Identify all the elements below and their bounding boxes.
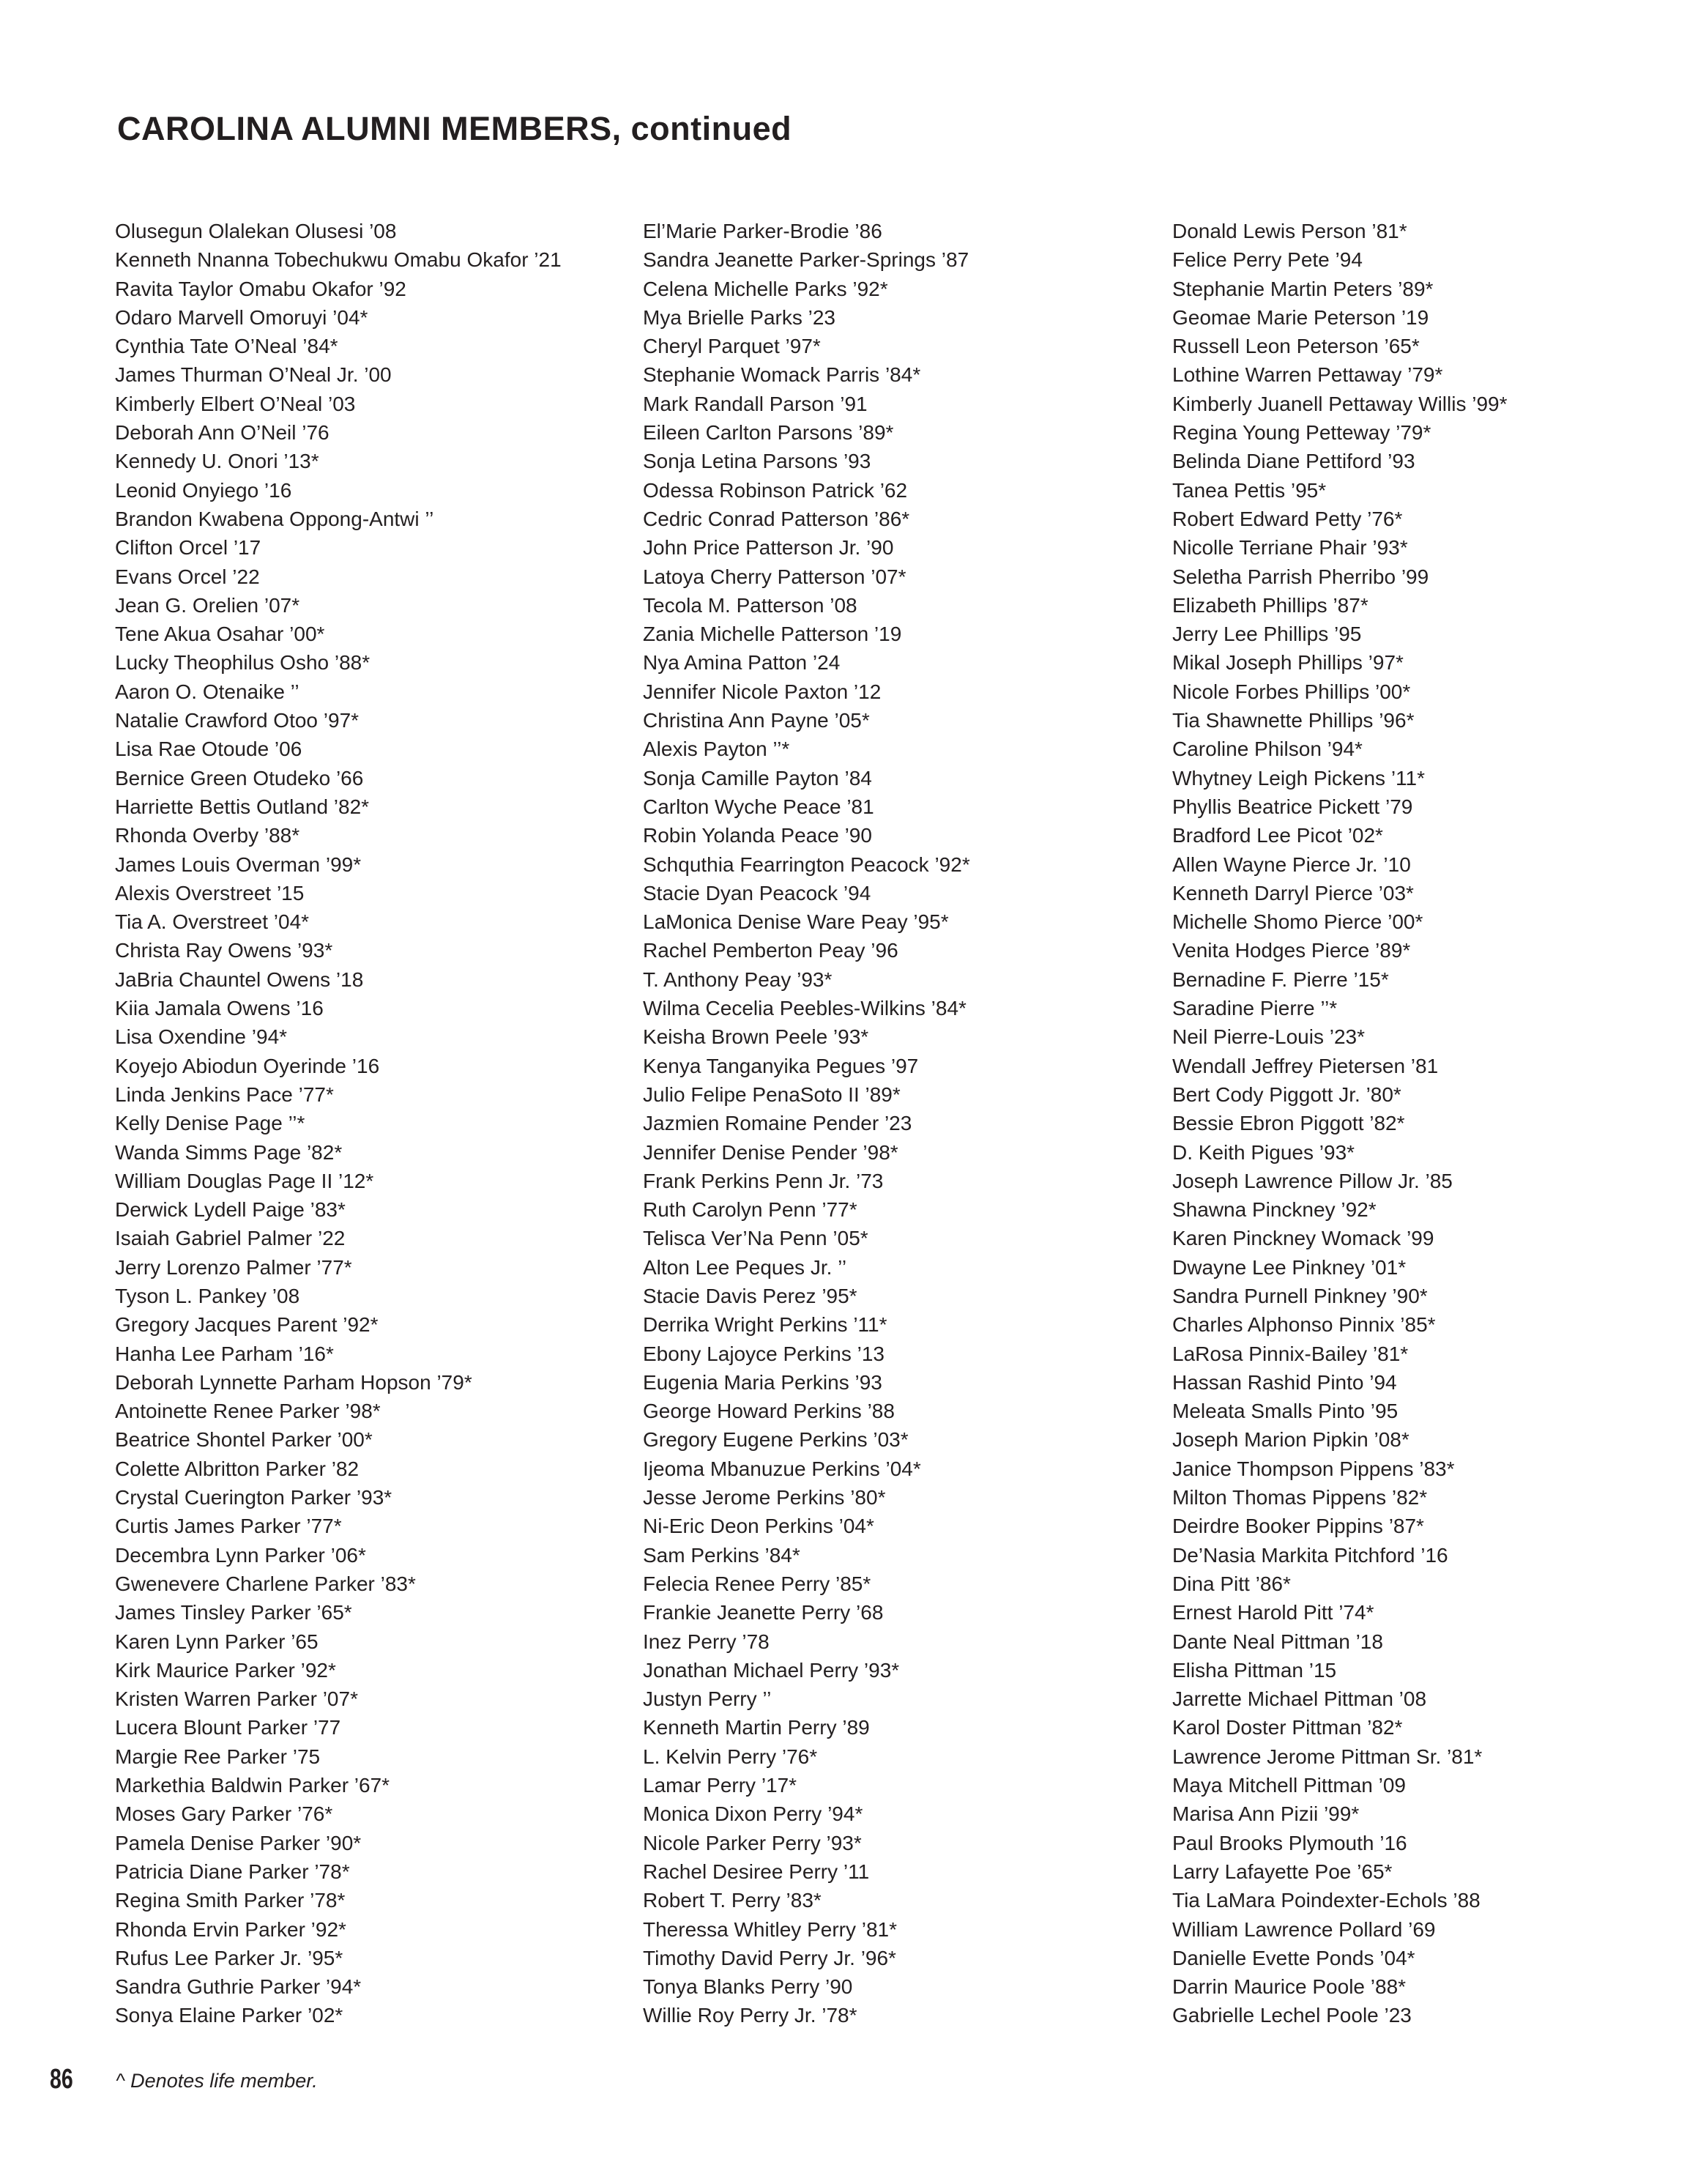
member-name: Pamela Denise Parker ’90* — [115, 1831, 362, 1854]
member-name: Phyllis Beatrice Pickett ’79 — [1172, 795, 1413, 818]
member-name: Celena Michelle Parks ’92* — [643, 277, 888, 300]
member-name: Wilma Cecelia Peebles-Wilkins ’84* — [643, 997, 967, 1020]
member-name: Larry Lafayette Poe ’65* — [1172, 1860, 1393, 1883]
member-name: Hassan Rashid Pinto ’94 — [1172, 1370, 1397, 1394]
member-name: Jerry Lorenzo Palmer ’77* — [115, 1255, 352, 1279]
member-name: James Thurman O’Neal Jr. ’00 — [115, 363, 392, 387]
member-name: Curtis James Parker ’77* — [115, 1515, 342, 1538]
member-name: Sandra Jeanette Parker-Springs ’87 — [643, 248, 969, 272]
member-name: Frankie Jeanette Perry ’68 — [643, 1601, 884, 1624]
member-name: Tecola M. Patterson ’08 — [643, 593, 857, 617]
member-name: Markethia Baldwin Parker ’67* — [115, 1774, 390, 1797]
member-name: Deborah Ann O’Neil ’76 — [115, 421, 329, 445]
member-name: Ijeoma Mbanuzue Perkins ’04* — [643, 1457, 921, 1480]
member-name: Wendall Jeffrey Pietersen ’81 — [1172, 1054, 1439, 1077]
member-name: Paul Brooks Plymouth ’16 — [1172, 1831, 1407, 1854]
member-name: Christina Ann Payne ’05* — [643, 709, 870, 732]
member-name: Deborah Lynnette Parham Hopson ’79* — [115, 1370, 472, 1394]
member-name: Janice Thompson Pippens ’83* — [1172, 1457, 1455, 1480]
member-name: Nicolle Terriane Phair ’93* — [1172, 536, 1408, 560]
member-name: De’Nasia Markita Pitchford ’16 — [1172, 1543, 1448, 1567]
member-name: Kiia Jamala Owens ’16 — [115, 997, 324, 1020]
member-name: Tia LaMara Poindexter-Echols ’88 — [1172, 1889, 1481, 1912]
member-name: Kirk Maurice Parker ’92* — [115, 1658, 336, 1682]
member-name: Aaron O. Otenaike ’’ — [115, 680, 299, 703]
member-name: Maya Mitchell Pittman ’09 — [1172, 1774, 1407, 1797]
member-name: Karol Doster Pittman ’82* — [1172, 1716, 1403, 1739]
member-name: Nya Amina Patton ’24 — [643, 651, 841, 675]
member-name: Bernadine F. Pierre ’15* — [1172, 967, 1389, 991]
member-name: Robin Yolanda Peace ’90 — [643, 824, 872, 847]
member-name: Sonja Camille Payton ’84 — [643, 766, 872, 790]
member-name: Felice Perry Pete ’94 — [1172, 248, 1363, 272]
member-name: Milton Thomas Pippens ’82* — [1172, 1486, 1428, 1509]
member-name: LaMonica Denise Ware Peay ’95* — [643, 910, 949, 934]
member-name: Hanha Lee Parham ’16* — [115, 1342, 334, 1365]
member-name: D. Keith Pigues ’93* — [1172, 1140, 1355, 1164]
member-name: Eugenia Maria Perkins ’93 — [643, 1370, 882, 1394]
member-name: Odaro Marvell Omoruyi ’04* — [115, 305, 368, 329]
member-name: Ernest Harold Pitt ’74* — [1172, 1601, 1374, 1624]
member-name: Venita Hodges Pierce ’89* — [1172, 939, 1411, 962]
member-name: Beatrice Shontel Parker ’00* — [115, 1428, 373, 1452]
member-name: Harriette Bettis Outland ’82* — [115, 795, 370, 818]
member-name: Alexis Overstreet ’15 — [115, 881, 305, 905]
member-name: Jean G. Orelien ’07* — [115, 593, 300, 617]
member-name: Belinda Diane Pettiford ’93 — [1172, 450, 1415, 473]
member-name: Jerry Lee Phillips ’95 — [1172, 623, 1362, 646]
member-name: Cheryl Parquet ’97* — [643, 335, 821, 358]
member-name: Darrin Maurice Poole ’88* — [1172, 1975, 1407, 1999]
member-column-1 — [115, 217, 562, 2030]
member-name: Lawrence Jerome Pittman Sr. ’81* — [1172, 1745, 1483, 1768]
member-name: Nicole Forbes Phillips ’00* — [1172, 680, 1411, 703]
member-name: Ruth Carolyn Penn ’77* — [643, 1198, 857, 1222]
member-name: Zania Michelle Patterson ’19 — [643, 623, 902, 646]
member-name: Dwayne Lee Pinkney ’01* — [1172, 1255, 1407, 1279]
member-name: William Lawrence Pollard ’69 — [1172, 1917, 1436, 1941]
member-name: Decembra Lynn Parker ’06* — [115, 1543, 366, 1567]
member-name: Kristen Warren Parker ’07* — [115, 1687, 358, 1711]
member-name: Bessie Ebron Piggott ’82* — [1172, 1112, 1405, 1135]
member-name: James Louis Overman ’99* — [115, 853, 362, 876]
member-name: Gregory Jacques Parent ’92* — [115, 1313, 379, 1337]
member-name: Ni-Eric Deon Perkins ’04* — [643, 1515, 874, 1538]
member-name: Theressa Whitley Perry ’81* — [643, 1917, 898, 1941]
member-name: Joseph Marion Pipkin ’08* — [1172, 1428, 1409, 1452]
member-name: Leonid Onyiego ’16 — [115, 478, 292, 502]
page-title: CAROLINA ALUMNI MEMBERS, continued — [117, 110, 792, 147]
member-name: Robert Edward Petty ’76* — [1172, 507, 1403, 530]
member-name: Jennifer Denise Pender ’98* — [643, 1140, 898, 1164]
member-name: Lothine Warren Pettaway ’79* — [1172, 363, 1443, 387]
member-name: James Tinsley Parker ’65* — [115, 1601, 352, 1624]
member-name: Shawna Pinckney ’92* — [1172, 1198, 1377, 1222]
member-name: Stephanie Womack Parris ’84* — [643, 363, 921, 387]
member-name: Stacie Davis Perez ’95* — [643, 1284, 857, 1307]
member-name: Kenya Tanganyika Pegues ’97 — [643, 1054, 919, 1077]
member-name: Regina Young Petteway ’79* — [1172, 421, 1431, 445]
member-name: Frank Perkins Penn Jr. ’73 — [643, 1169, 884, 1192]
member-name: Evans Orcel ’22 — [115, 565, 260, 588]
page-number: 86 — [50, 2064, 73, 2095]
member-name: Telisca Ver’Na Penn ’05* — [643, 1227, 868, 1250]
member-name: Isaiah Gabriel Palmer ’22 — [115, 1227, 346, 1250]
member-name: Dina Pitt ’86* — [1172, 1572, 1291, 1595]
member-name: Caroline Philson ’94* — [1172, 738, 1363, 761]
member-name: Sandra Purnell Pinkney ’90* — [1172, 1284, 1428, 1307]
member-name: Joseph Lawrence Pillow Jr. ’85 — [1172, 1169, 1453, 1192]
member-name: Kennedy U. Onori ’13* — [115, 450, 319, 473]
member-name: Kelly Denise Page ’’* — [115, 1112, 305, 1135]
member-name: William Douglas Page II ’12* — [115, 1169, 374, 1192]
member-name: Felecia Renee Perry ’85* — [643, 1572, 871, 1595]
member-name: El’Marie Parker-Brodie ’86 — [643, 220, 882, 242]
member-name: Keisha Brown Peele ’93* — [643, 1025, 869, 1049]
member-name: Kenneth Nnanna Tobechukwu Omabu Okafor ’21 — [115, 248, 562, 272]
member-name: Jesse Jerome Perkins ’80* — [643, 1486, 886, 1509]
member-name: Jennifer Nicole Paxton ’12 — [643, 680, 882, 703]
member-name: Saradine Pierre ’’* — [1172, 997, 1338, 1020]
member-name: Bert Cody Piggott Jr. ’80* — [1172, 1082, 1401, 1106]
member-name: Odessa Robinson Patrick ’62 — [643, 478, 908, 502]
member-name: JaBria Chauntel Owens ’18 — [115, 967, 364, 991]
member-name: Sandra Guthrie Parker ’94* — [115, 1975, 362, 1999]
member-name: Rhonda Ervin Parker ’92* — [115, 1917, 346, 1941]
member-name: Deirdre Booker Pippins ’87* — [1172, 1515, 1424, 1538]
member-name: Cedric Conrad Patterson ’86* — [643, 507, 910, 530]
member-name: Gabrielle Lechel Poole ’23 — [1172, 2004, 1412, 2027]
member-name: Willie Roy Perry Jr. ’78* — [643, 2004, 857, 2027]
member-name: Lisa Oxendine ’94* — [115, 1025, 288, 1049]
member-name: Schquthia Fearrington Peacock ’92* — [643, 853, 970, 876]
member-name: Mya Brielle Parks ’23 — [643, 305, 835, 329]
member-name: Timothy David Perry Jr. ’96* — [643, 1946, 896, 1969]
member-name: Mikal Joseph Phillips ’97* — [1172, 651, 1404, 675]
member-name: Eileen Carlton Parsons ’89* — [643, 421, 894, 445]
member-name: Patricia Diane Parker ’78* — [115, 1860, 350, 1883]
member-name: Stacie Dyan Peacock ’94 — [643, 881, 871, 905]
member-name: Geomae Marie Peterson ’19 — [1172, 305, 1429, 329]
member-name: Charles Alphonso Pinnix ’85* — [1172, 1313, 1436, 1337]
member-name: Lisa Rae Otoude ’06 — [115, 738, 302, 761]
member-name: Whytney Leigh Pickens ’11* — [1172, 766, 1425, 790]
member-name: Monica Dixon Perry ’94* — [643, 1802, 863, 1826]
member-name: Rhonda Overby ’88* — [115, 824, 300, 847]
member-name: Julio Felipe PenaSoto II ’89* — [643, 1082, 901, 1106]
member-name: Robert T. Perry ’83* — [643, 1889, 822, 1912]
member-name: Karen Lynn Parker ’65 — [115, 1630, 319, 1653]
member-name: Kenneth Martin Perry ’89 — [643, 1716, 870, 1739]
member-name: Tia A. Overstreet ’04* — [115, 910, 310, 934]
member-name: T. Anthony Peay ’93* — [643, 967, 833, 991]
member-name: Russell Leon Peterson ’65* — [1172, 335, 1420, 358]
member-name: Justyn Perry ’’ — [643, 1687, 772, 1711]
member-name: Olusegun Olalekan Olusesi ’08 — [115, 220, 397, 242]
member-name: Antoinette Renee Parker ’98* — [115, 1400, 381, 1423]
member-name: Derwick Lydell Paige ’83* — [115, 1198, 346, 1222]
member-name: Alton Lee Peques Jr. ’’ — [643, 1255, 847, 1279]
member-name: Tyson L. Pankey ’08 — [115, 1284, 300, 1307]
member-name: Elizabeth Phillips ’87* — [1172, 593, 1368, 617]
member-name: Cynthia Tate O’Neal ’84* — [115, 335, 338, 358]
member-name: Meleata Smalls Pinto ’95 — [1172, 1400, 1399, 1423]
member-column-3 — [1172, 217, 1508, 2030]
member-name: John Price Patterson Jr. ’90 — [643, 536, 894, 560]
member-name: Carlton Wyche Peace ’81 — [643, 795, 874, 818]
member-name: Wanda Simms Page ’82* — [115, 1140, 343, 1164]
member-name: George Howard Perkins ’88 — [643, 1400, 895, 1423]
member-name: Brandon Kwabena Oppong-Antwi ’’ — [115, 507, 434, 530]
member-name: Bradford Lee Picot ’02* — [1172, 824, 1383, 847]
member-name: Sonya Elaine Parker ’02* — [115, 2004, 343, 2027]
member-name: Lamar Perry ’17* — [643, 1774, 797, 1797]
member-name: Sam Perkins ’84* — [643, 1543, 800, 1567]
member-name: Jonathan Michael Perry ’93* — [643, 1658, 900, 1682]
member-name: Tene Akua Osahar ’00* — [115, 623, 325, 646]
member-name: Tanea Pettis ’95* — [1172, 478, 1327, 502]
member-name: Rachel Pemberton Peay ’96 — [643, 939, 898, 962]
member-name: Christa Ray Owens ’93* — [115, 939, 333, 962]
member-name: Rufus Lee Parker Jr. ’95* — [115, 1946, 343, 1969]
member-name: Kenneth Darryl Pierce ’03* — [1172, 881, 1414, 905]
member-name: Tia Shawnette Phillips ’96* — [1172, 709, 1415, 732]
member-name: Linda Jenkins Pace ’77* — [115, 1082, 334, 1106]
member-name: Neil Pierre-Louis ’23* — [1172, 1025, 1366, 1049]
member-name: Dante Neal Pittman ’18 — [1172, 1630, 1383, 1653]
footnote: ^ Denotes life member. — [116, 2070, 318, 2092]
member-name: Colette Albritton Parker ’82 — [115, 1457, 360, 1480]
member-name: Mark Randall Parson ’91 — [643, 392, 868, 415]
member-name: Natalie Crawford Otoo ’97* — [115, 709, 360, 732]
member-name: Allen Wayne Pierce Jr. ’10 — [1172, 853, 1411, 876]
member-name: Jarrette Michael Pittman ’08 — [1172, 1687, 1427, 1711]
member-name: Sonja Letina Parsons ’93 — [643, 450, 871, 473]
member-name: Ravita Taylor Omabu Okafor ’92 — [115, 277, 406, 300]
member-column-2 — [643, 217, 970, 2030]
member-name: Moses Gary Parker ’76* — [115, 1802, 333, 1826]
member-name: Regina Smith Parker ’78* — [115, 1889, 346, 1912]
member-name: Nicole Parker Perry ’93* — [643, 1831, 862, 1854]
member-name: Crystal Cuerington Parker ’93* — [115, 1486, 392, 1509]
member-name: Karen Pinckney Womack ’99 — [1172, 1227, 1434, 1250]
member-name: Kimberly Juanell Pettaway Willis ’99* — [1172, 392, 1508, 415]
member-name: Danielle Evette Ponds ’04* — [1172, 1946, 1415, 1969]
member-name: Donald Lewis Person ’81* — [1172, 220, 1407, 242]
member-name: Stephanie Martin Peters ’89* — [1172, 277, 1434, 300]
member-name: Lucky Theophilus Osho ’88* — [115, 651, 370, 675]
member-name: LaRosa Pinnix-Bailey ’81* — [1172, 1342, 1409, 1365]
member-name: L. Kelvin Perry ’76* — [643, 1745, 818, 1768]
member-name: Marisa Ann Pizii ’99* — [1172, 1802, 1360, 1826]
member-name: Latoya Cherry Patterson ’07* — [643, 565, 906, 588]
member-name: Elisha Pittman ’15 — [1172, 1658, 1337, 1682]
member-name: Koyejo Abiodun Oyerinde ’16 — [115, 1054, 380, 1077]
member-name: Jazmien Romaine Pender ’23 — [643, 1112, 912, 1135]
member-name: Gwenevere Charlene Parker ’83* — [115, 1572, 416, 1595]
member-name: Rachel Desiree Perry ’11 — [643, 1860, 870, 1883]
member-name: Inez Perry ’78 — [643, 1630, 770, 1653]
member-name: Bernice Green Otudeko ’66 — [115, 766, 364, 790]
member-name: Derrika Wright Perkins ’11* — [643, 1313, 887, 1337]
member-name: Clifton Orcel ’17 — [115, 536, 261, 560]
member-name: Gregory Eugene Perkins ’03* — [643, 1428, 909, 1452]
member-name: Lucera Blount Parker ’77 — [115, 1716, 341, 1739]
member-name: Michelle Shomo Pierce ’00* — [1172, 910, 1423, 934]
member-name: Ebony Lajoyce Perkins ’13 — [643, 1342, 885, 1365]
member-name: Margie Ree Parker ’75 — [115, 1745, 321, 1768]
member-name: Kimberly Elbert O’Neal ’03 — [115, 392, 356, 415]
member-name: Tonya Blanks Perry ’90 — [643, 1975, 853, 1999]
member-name: Alexis Payton ’’* — [643, 738, 790, 761]
member-name: Seletha Parrish Pherribo ’99 — [1172, 565, 1429, 588]
